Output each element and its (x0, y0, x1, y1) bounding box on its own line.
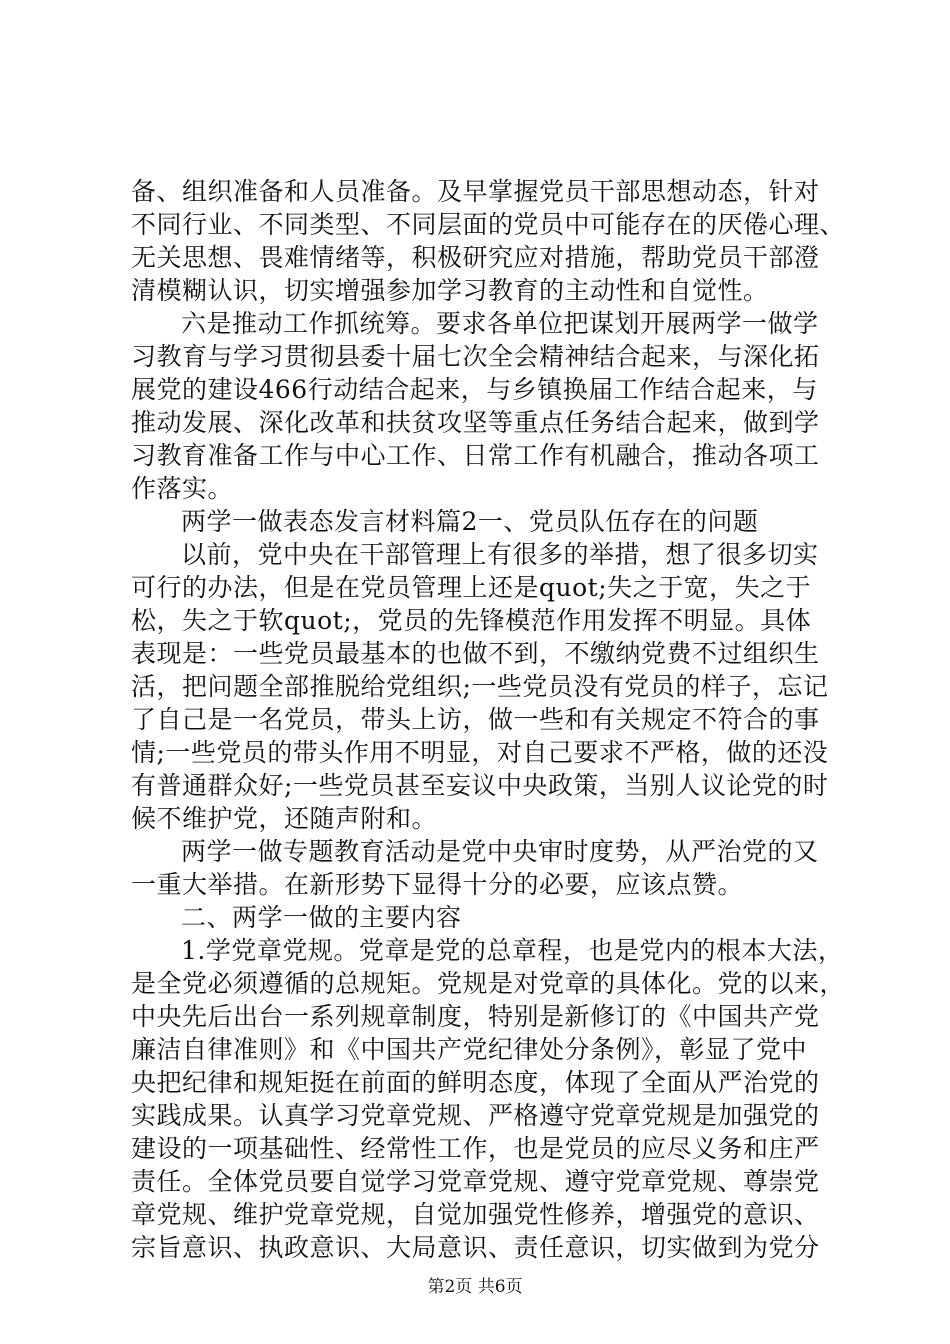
text-line: 清模糊认识，切实增强参加学习教育的主动性和自觉性。 (131, 276, 769, 305)
section-heading: 二、两学一做的主要内容 (181, 903, 462, 932)
section-heading: 两学一做表态发言材料篇2一、党员队伍存在的问题 (181, 507, 759, 536)
page-number-footer: 第2页 共6页 (427, 1277, 523, 1297)
text-line: 情;一些党员的带头作用不明显，对自己要求不严格，做的还没 (131, 738, 829, 767)
text-line: 中央先后出台一系列规章制度，特别是新修订的《中国共产党 (131, 1002, 820, 1031)
text-line: 两学一做专题教育活动是党中央审时度势，从严治党的又 (181, 837, 819, 866)
text-line: 六是推动工作抓统筹。要求各单位把谋划开展两学一做学 (181, 309, 819, 338)
text-line: 实践成果。认真学习党章党规、严格遵守党章党规是加强党的 (131, 1101, 820, 1130)
text-line: 一重大举措。在新形势下显得十分的必要，应该点赞。 (131, 870, 744, 899)
text-line: 展党的建设466行动结合起来，与乡镇换届工作结合起来，与 (131, 375, 818, 404)
text-line: 建设的一项基础性、经常性工作，也是党员的应尽义务和庄严 (131, 1134, 820, 1163)
text-line: 候不维护党，还随声附和。 (131, 804, 438, 833)
text-line: 了自己是一名党员，带头上访，做一些和有关规定不符合的事 (131, 705, 820, 734)
text-line: 不同行业、不同类型、不同层面的党员中可能存在的厌倦心理、 (131, 210, 846, 239)
text-line: 1.学党章党规。党章是党的总章程，也是党内的根本大法， (181, 936, 844, 965)
text-line: 以前，党中央在干部管理上有很多的举措，想了很多切实 (181, 540, 819, 569)
text-line: 作落实。 (131, 474, 234, 503)
text-line: 活，把问题全部推脱给党组织;一些党员没有党员的样子，忘记 (131, 672, 829, 701)
text-line: 无关思想、畏难情绪等，积极研究应对措施，帮助党员干部澄 (131, 243, 820, 272)
text-line: 是全党必须遵循的总规矩。党规是对党章的具体化。党的以来， (131, 969, 846, 998)
text-line: 习教育准备工作与中心工作、日常工作有机融合，推动各项工 (131, 441, 820, 470)
text-line: 央把纪律和规矩挺在前面的鲜明态度，体现了全面从严治党的 (131, 1068, 820, 1097)
text-line: 廉洁自律准则》和《中国共产党纪律处分条例》，彰显了党中 (131, 1035, 808, 1064)
text-line: 松，失之于软quot;，党员的先锋模范作用发挥不明显。具体 (131, 606, 812, 635)
text-line: 责任。全体党员要自觉学习党章党规、遵守党章党规、尊崇党 (131, 1167, 820, 1196)
text-line: 有普通群众好;一些党员甚至妄议中央政策，当别人议论党的时 (131, 771, 829, 800)
text-line: 章党规、维护党章党规，自觉加强党性修养，增强党的意识、 (131, 1200, 820, 1229)
text-line: 宗旨意识、执政意识、大局意识、责任意识，切实做到为党分 (131, 1233, 820, 1262)
text-line: 表现是：一些党员最基本的也做不到，不缴纳党费不过组织生 (131, 639, 820, 668)
text-line: 可行的办法，但是在党员管理上还是quot;失之于宽，失之于 (131, 573, 812, 602)
text-line: 推动发展、深化改革和扶贫攻坚等重点任务结合起来，做到学 (131, 408, 820, 437)
text-line: 备、组织准备和人员准备。及早掌握党员干部思想动态，针对 (131, 177, 820, 206)
text-line: 习教育与学习贯彻县委十届七次全会精神结合起来，与深化拓 (131, 342, 820, 371)
